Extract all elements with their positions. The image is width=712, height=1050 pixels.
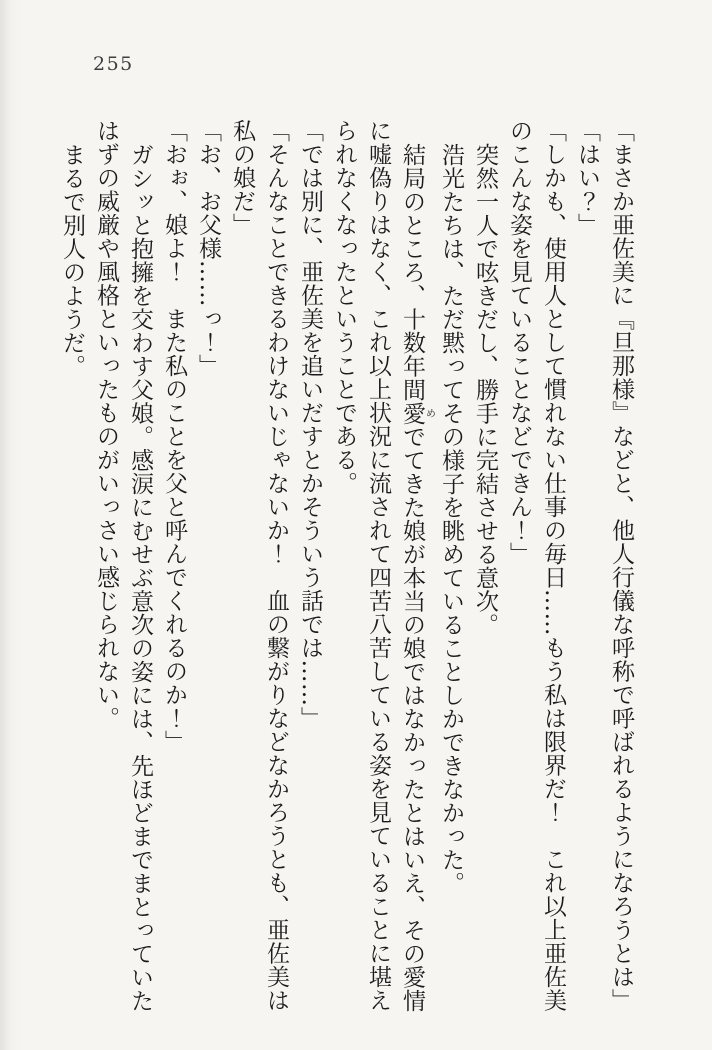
text-line: 「しかも、使用人として慣れない仕事の毎日……もう私は限界だ！ これ以上亜佐美 [540,119,566,1012]
page-number: 255 [93,53,134,75]
text-line: のこんな姿を見ていることなどできん！」 [506,119,532,566]
text-line: ガシッと抱擁を交わす父娘。感涙にむせぶ意次の姿には、先ほどまでまとっていた [127,143,153,1013]
text-line: まるで別人のようだ。 [59,143,85,378]
text-line: 「お、お父様……っ！」 [195,119,221,378]
text-line: 「では別に、亜佐美を追いだすとかそういう話では……」 [297,119,323,730]
page-text [55,119,638,1024]
text-line: 私の娘だ」 [229,119,255,237]
text-line: 結局のところ、十数年間愛めでてきた娘が本当の娘ではなかったとはいえ、その愛情 [399,143,435,1013]
text-line: 「まさか亜佐美に『旦那様』などと、他人行儀な呼称で呼ばれるようになろうとは」 [608,119,634,1012]
text-line: に嘘偽りはなく、これ以上状況に流されて四苦八苦している姿を見ていることに堪え [365,119,391,1012]
ruby-annotated-text: 愛め [399,401,435,425]
text-line: 「はい？」 [574,119,600,237]
text-line: られなくなったということである。 [331,119,357,495]
text-line: 「おぉ、娘よ！ また私のことを父と呼んでくれるのか！」 [161,119,187,754]
text-line: 「そんなことできるわけないじゃないか！ 血の繋がりなどなかろうとも、亜佐美は [263,119,289,1012]
text-line: 突然一人で呟きだし、勝手に完結させる意次。 [472,143,498,637]
text-line: はずの威厳や風格といったものがいっさい感じられない。 [93,119,119,730]
text-line: 浩光たちは、ただ黙ってその様子を眺めていることしかできなかった。 [438,143,464,895]
